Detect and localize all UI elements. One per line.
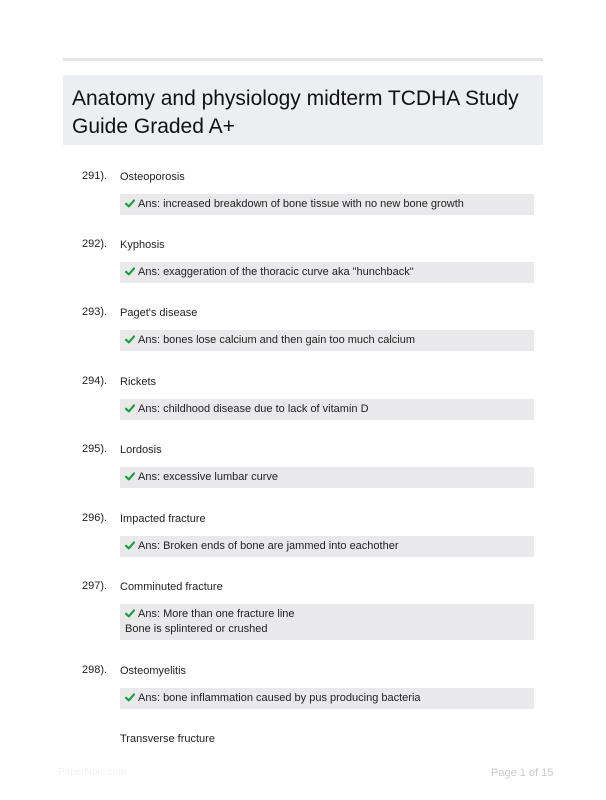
answer-box xyxy=(120,194,534,215)
answer-text: Ans: More than one fracture line xyxy=(138,608,295,620)
question-number: 291). xyxy=(82,170,108,182)
question-text: Osteoporosis xyxy=(120,171,185,183)
check-icon xyxy=(125,267,135,276)
answer-box xyxy=(120,399,534,420)
question-text: Impacted fracture xyxy=(120,513,206,525)
question-text: Transverse fructure xyxy=(120,733,215,745)
check-icon xyxy=(125,199,135,208)
answer-text: Ans: Broken ends of bone are jammed into eachother xyxy=(138,540,399,552)
check-icon xyxy=(125,404,135,413)
answer-text: Ans: exaggeration of the thoracic curve aka "hunchback" xyxy=(138,266,414,278)
check-icon xyxy=(125,472,135,481)
page-number: Page 1 of 15 xyxy=(491,767,554,779)
question-number: 297). xyxy=(82,580,108,592)
question-text: Lordosis xyxy=(120,444,162,456)
answer-box xyxy=(120,330,534,351)
question-text: Comminuted fracture xyxy=(120,581,223,593)
answer-text: Ans: childhood disease due to lack of vitamin D xyxy=(138,403,369,415)
question-number: 296). xyxy=(82,512,108,524)
answer-box xyxy=(120,688,534,709)
question-number: 292). xyxy=(82,238,108,250)
answer-box xyxy=(120,604,534,640)
question-number: 294). xyxy=(82,375,108,387)
document-title: Anatomy and physiology midterm TCDHA Study Guide Graded A+ xyxy=(72,87,519,138)
check-icon xyxy=(125,609,135,618)
question-text: Paget's disease xyxy=(120,307,198,319)
answer-box xyxy=(120,536,534,557)
answer-box xyxy=(120,467,534,488)
answer-text: Ans: bones lose calcium and then gain too much calcium xyxy=(138,334,415,346)
top-divider xyxy=(63,58,543,61)
question-number: 298). xyxy=(82,664,108,676)
check-icon xyxy=(125,335,135,344)
question-number: 293). xyxy=(82,306,108,318)
footer-watermark: PaperNbic.com xyxy=(58,767,127,778)
check-icon xyxy=(125,541,135,550)
answer-text-continued: Bone is splintered or crushed xyxy=(125,623,268,635)
answer-box xyxy=(120,262,534,283)
document-title-block xyxy=(63,75,543,145)
check-icon xyxy=(125,693,135,702)
question-text: Osteomyelitis xyxy=(120,665,187,677)
question-text: Kyphosis xyxy=(120,239,165,251)
question-text: Rickets xyxy=(120,376,157,388)
answer-text: Ans: increased breakdown of bone tissue with no new bone growth xyxy=(138,198,464,210)
question-number: 295). xyxy=(82,443,108,455)
answer-text: Ans: excessive lumbar curve xyxy=(138,471,278,483)
answer-text: Ans: bone inflammation caused by pus producing bacteria xyxy=(138,692,421,704)
